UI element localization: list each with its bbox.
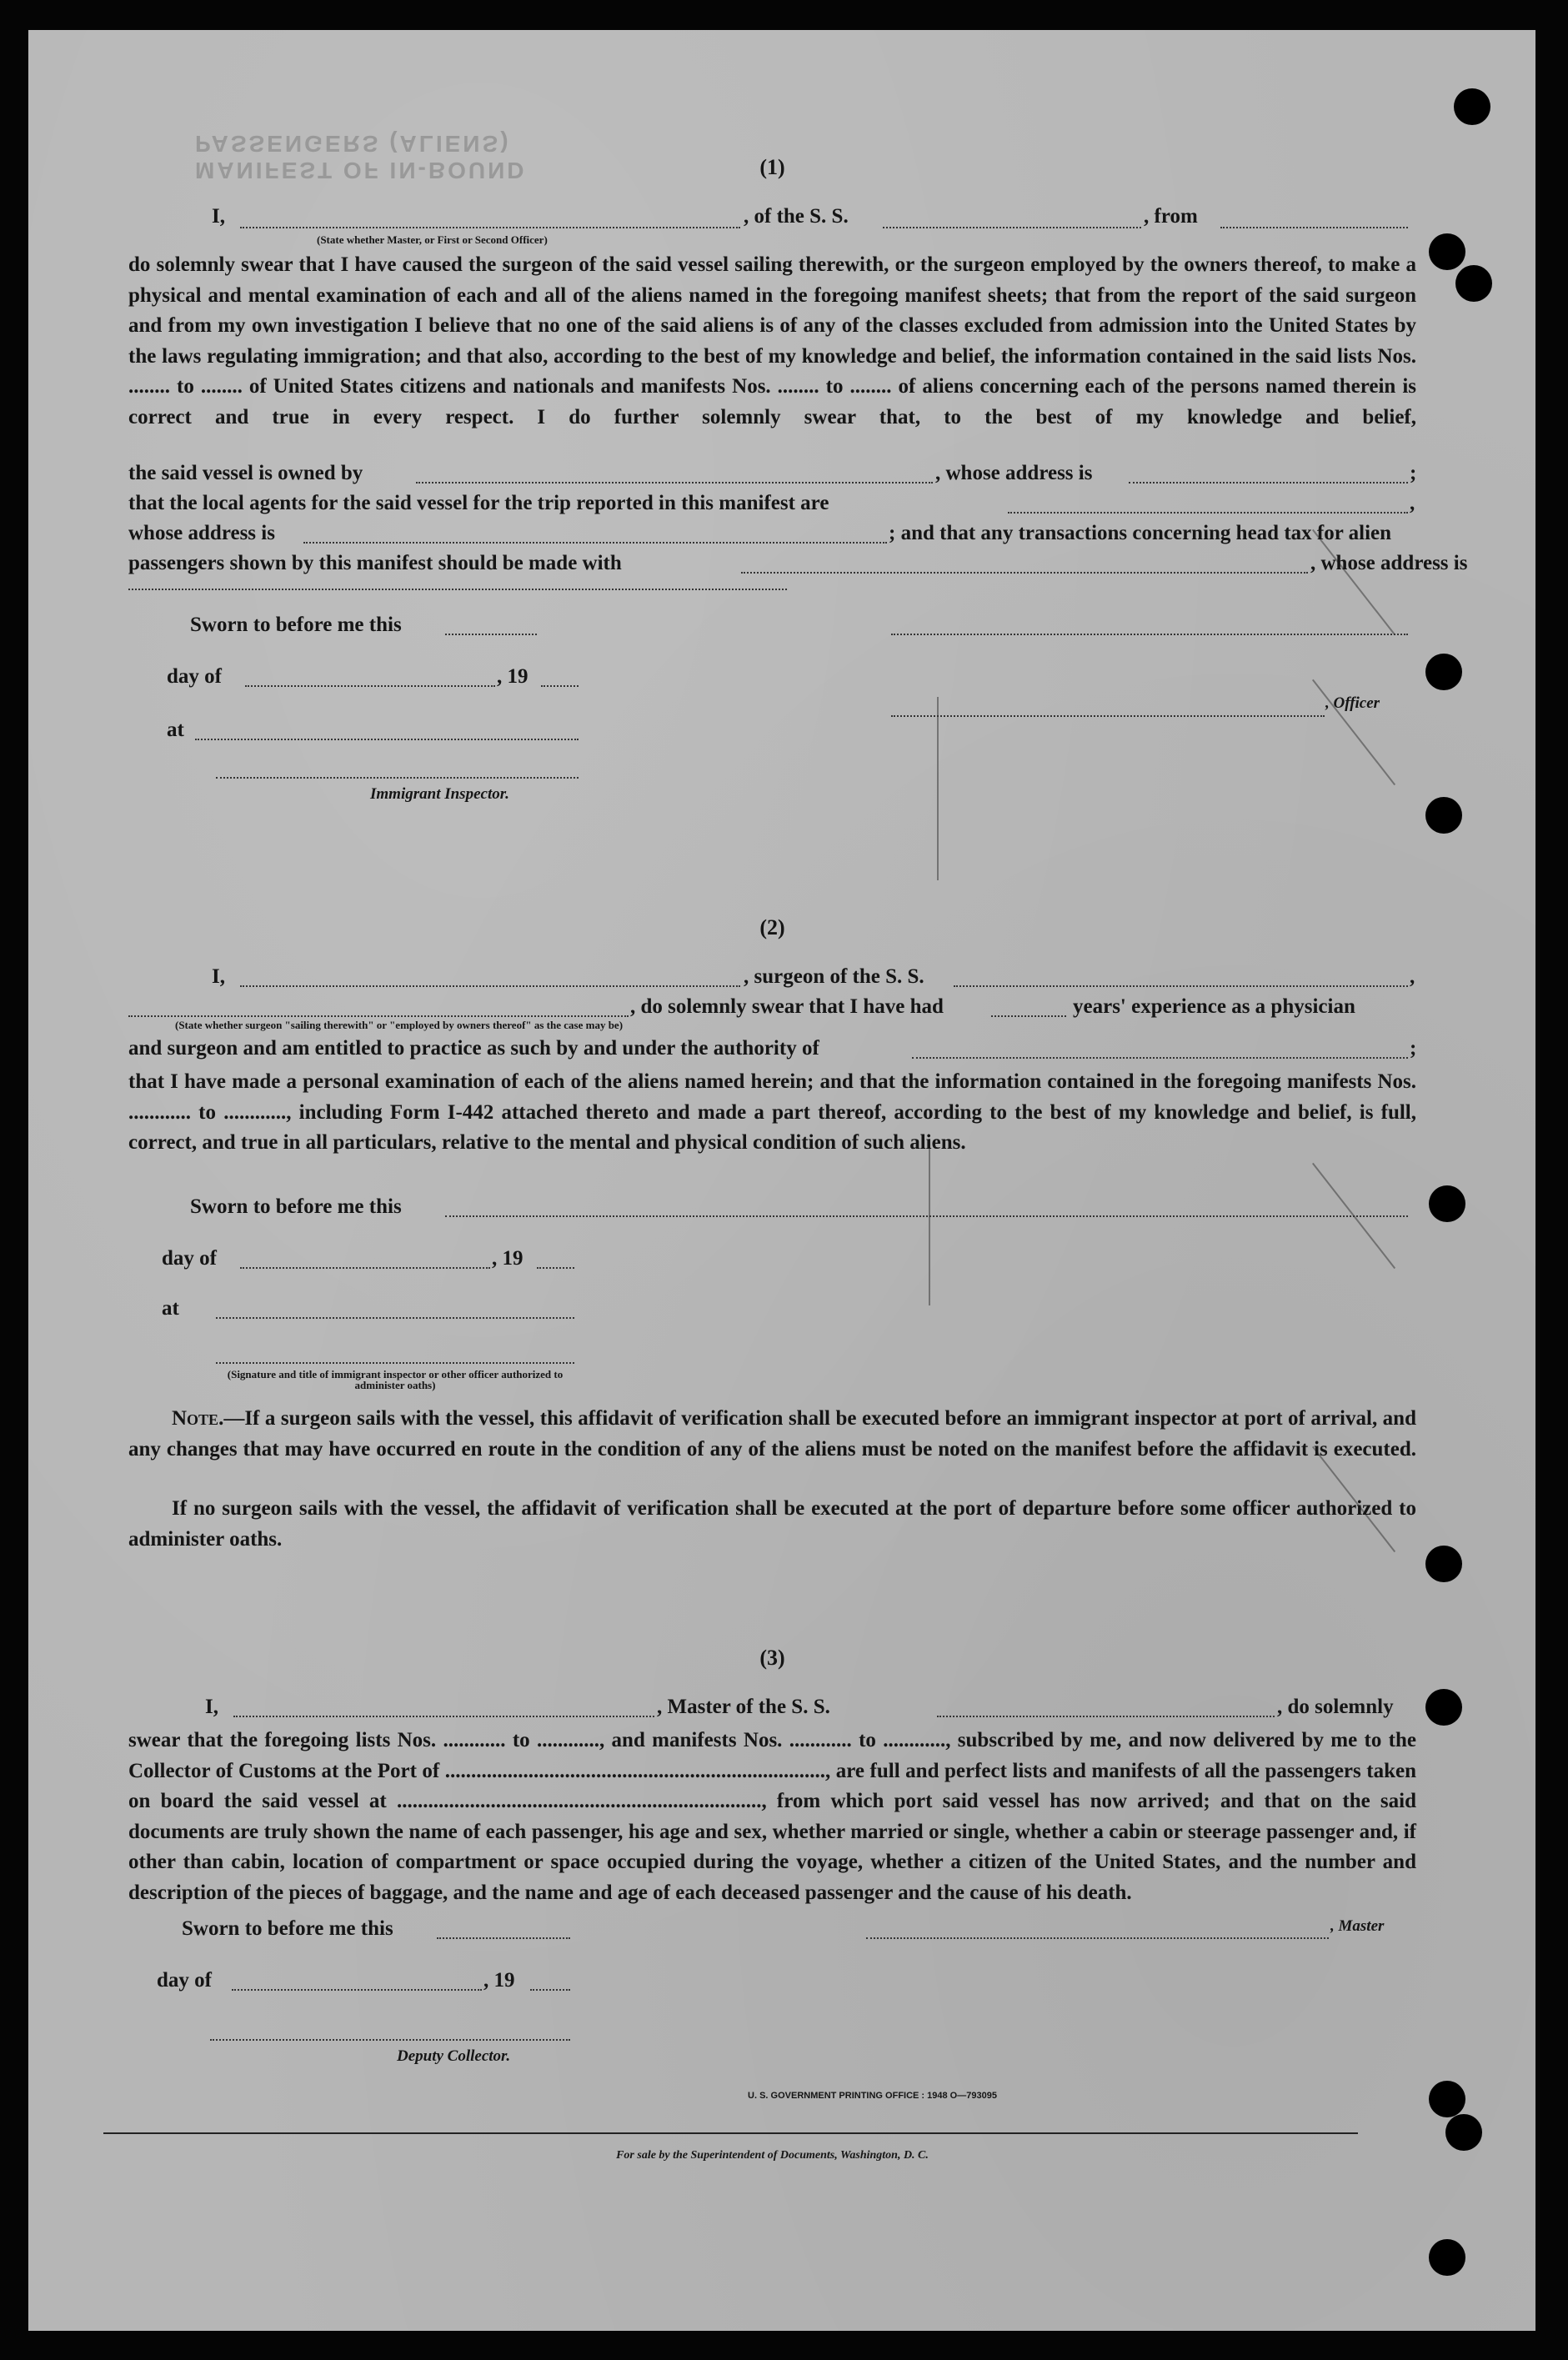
section1-line1-ss: , of the S. S. — [744, 205, 849, 228]
note-text: —If a surgeon sails with the vessel, this affidavit of verification shall be executed before an immigrant inspector at port of arrival, and any changes that may have occurred en route in the condition of any of the aliens must be noted on the manifest before the affidavit is executed. — [128, 1407, 1416, 1461]
years-experience-label: years' experience as a physician — [1073, 995, 1355, 1018]
head-tax-text: ; and that any transactions concerning head tax for alien — [889, 522, 1392, 544]
punch-hole — [1425, 797, 1462, 834]
day-of-label: day of — [167, 665, 222, 688]
agents-label: that the local agents for the said vessel for the trip reported in this manifest are — [128, 492, 829, 514]
pencil-mark — [929, 1139, 930, 1305]
section2-line1-ss: , surgeon of the S. S. — [744, 965, 924, 988]
surgeon-name-field[interactable] — [240, 985, 740, 987]
section-number: (2) — [759, 915, 785, 939]
section2-line1-i: I, — [212, 965, 225, 988]
surgeon-hint: (State whether surgeon "sailing therewith" or "employed by owners thereof" as the case may be) — [175, 1019, 624, 1031]
year-field[interactable] — [541, 685, 579, 687]
at-label: at — [167, 719, 184, 741]
section3-line1-i: I, — [205, 1696, 218, 1718]
year-label: , 19 — [483, 1969, 515, 1992]
at-field[interactable] — [216, 1317, 574, 1319]
print-office-line: U. S. GOVERNMENT PRINTING OFFICE : 1948 O—793095 — [748, 2091, 997, 2101]
punch-hole — [1429, 233, 1465, 270]
punch-hole — [1454, 88, 1490, 125]
semicolon: ; — [1410, 462, 1417, 484]
authority-text: and surgeon and am entitled to practice as such by and under the authority of — [128, 1037, 819, 1060]
for-sale-line: For sale by the Superintendent of Documents, Washington, D. C. — [616, 2149, 929, 2162]
day-of-field[interactable] — [245, 685, 495, 687]
section3-line1-ss: , Master of the S. S. — [657, 1696, 830, 1718]
master-name-field[interactable] — [233, 1716, 654, 1717]
day-of-label: day of — [162, 1247, 217, 1270]
surgeon-capacity-field[interactable] — [128, 1015, 629, 1017]
master-signature-field[interactable] — [866, 1937, 1329, 1939]
collector-signature-field[interactable] — [210, 2039, 570, 2041]
year-field[interactable] — [530, 1989, 570, 1991]
punch-hole — [1455, 265, 1492, 302]
agents-address-field[interactable] — [303, 542, 887, 544]
sworn-label: Sworn to before me this — [182, 1917, 393, 1940]
signature-field[interactable] — [891, 634, 1408, 635]
owned-label: the said vessel is owned by — [128, 462, 363, 484]
head-tax-address-label: , whose address is — [1310, 552, 1468, 574]
section3-body: swear that the foregoing lists Nos. ............ to ............, and manifests Nos. ............ to ............, subscribed by me, and now delivered by me to the Collector of Customs at the Port of ........................................................................., are full and perfect lists and manifests of all the passengers taken on board the said vessel at ......................................................................, from which port said vessel has now arrived; and that on the said documents are truly shown the name of each passenger, his age and sex, whether married or single, whether a cabin or steerage passenger and, if other than cabin, location of compartment or space occupied during the voyage, whether a citizen of the United States, and the number and description of the pieces of baggage, and the name and age of each deceased passenger and the cause of his death. — [128, 1729, 1416, 1904]
note-label: Note. — [172, 1407, 224, 1430]
owner-field[interactable] — [416, 482, 933, 484]
year-label: , 19 — [492, 1247, 524, 1270]
section-number: (1) — [759, 155, 785, 179]
note-paragraph — [128, 1404, 1416, 1465]
from-port-field[interactable] — [1220, 227, 1408, 228]
sworn-date-field[interactable] — [445, 1215, 1408, 1217]
punch-hole — [1425, 1546, 1462, 1582]
sworn-label: Sworn to before me this — [190, 1195, 402, 1218]
note-paragraph-2: If no surgeon sails with the vessel, the affidavit of verification shall be executed at the port of departure before some officer authorized to administer oaths. — [128, 1497, 1416, 1551]
officer-caption: , Officer — [1325, 694, 1380, 712]
comma: , — [1410, 965, 1415, 988]
section1-line1-i: I, — [212, 205, 225, 228]
section3-line1-end: , do solemnly — [1277, 1696, 1394, 1718]
punch-hole — [1445, 2114, 1482, 2151]
section1-body: do solemnly swear that I have caused the surgeon of the said vessel sailing therewith, or the surgeon employed by the owners thereof, to make a physical and mental examination of each and all of the aliens named in the foregoing manifest sheets; that from the report of the said surgeon and from my own investigation I believe that no one of the said aliens is of any of the classes excluded from admission into the United States by the laws regulating immigration; and that also, according to the best of my knowledge and belief, the information contained in the said lists Nos. ........ to ........ of United States citizens and nationals and manifests Nos. ........ to ........ of aliens concerning each of the persons named therein is correct and true in every respect. I do further solemnly swear that, to the best of my knowledge and belief, — [128, 253, 1416, 428]
form-page — [28, 30, 1535, 2331]
semicolon: ; — [1410, 1037, 1417, 1060]
head-tax-agent-field[interactable] — [741, 572, 1308, 574]
punch-hole — [1429, 1185, 1465, 1222]
day-of-label: day of — [157, 1969, 212, 1992]
punch-hole — [1425, 654, 1462, 690]
officer-name-field[interactable] — [240, 227, 740, 228]
inspector-signature-field[interactable] — [216, 777, 579, 779]
comma: , — [1410, 492, 1415, 514]
officer-hint: (State whether Master, or First or Second Officer) — [317, 233, 548, 246]
surgeon-swear-text: , do solemnly swear that I have had — [630, 995, 944, 1018]
passengers-label: passengers shown by this manifest should be made with — [128, 552, 622, 574]
master-vessel-field[interactable] — [937, 1716, 1275, 1717]
collector-caption: Deputy Collector. — [397, 2047, 511, 2065]
owner-address-label: , whose address is — [935, 462, 1093, 484]
inspector-signature-field[interactable] — [216, 1362, 574, 1364]
section2-body: that I have made a personal examination of each of the aliens named herein; and that the information contained in the foregoing manifests Nos. ............ to ............, including Form I-442 attached thereto and made a part thereof, according to the best of my knowledge and belief, is full, correct, and true in all particulars, relative to the mental and physical condition of such aliens. — [128, 1070, 1416, 1154]
officer-signature-field[interactable] — [891, 715, 1325, 717]
section-number: (3) — [759, 1646, 785, 1670]
surgeon-vessel-field[interactable] — [954, 985, 1408, 987]
faded-mirrored-header: MANIFEST OF IN-BOUND PASSENGERS (ALIENS) — [195, 131, 527, 183]
footer-rule — [103, 2132, 1358, 2134]
year-label: , 19 — [497, 665, 529, 688]
head-tax-address-field[interactable] — [128, 589, 787, 590]
inspector-caption: Immigrant Inspector. — [370, 785, 509, 803]
day-of-field[interactable] — [240, 1267, 490, 1269]
vessel-name-field[interactable] — [883, 227, 1141, 228]
authority-field[interactable] — [912, 1057, 1408, 1059]
punch-hole — [1425, 1689, 1462, 1726]
years-experience-field[interactable] — [991, 1015, 1066, 1017]
at-label: at — [162, 1297, 179, 1320]
year-field[interactable] — [537, 1267, 574, 1269]
agents-address-label: whose address is — [128, 522, 275, 544]
punch-hole — [1429, 2239, 1465, 2276]
sworn-label: Sworn to before me this — [190, 614, 402, 636]
agents-field[interactable] — [1008, 512, 1408, 514]
sworn-date-field[interactable] — [445, 634, 537, 635]
owner-address-field[interactable] — [1129, 482, 1408, 484]
sworn-date-field[interactable] — [437, 1937, 570, 1939]
section1-line1-from: , from — [1144, 205, 1198, 228]
signature-hint: (Signature and title of immigrant inspector or other officer authorized to administer oaths) — [227, 1368, 564, 1391]
at-field[interactable] — [195, 739, 579, 740]
master-caption: , Master — [1330, 1917, 1385, 1935]
day-of-field[interactable] — [232, 1989, 482, 1991]
pencil-mark — [937, 697, 939, 880]
